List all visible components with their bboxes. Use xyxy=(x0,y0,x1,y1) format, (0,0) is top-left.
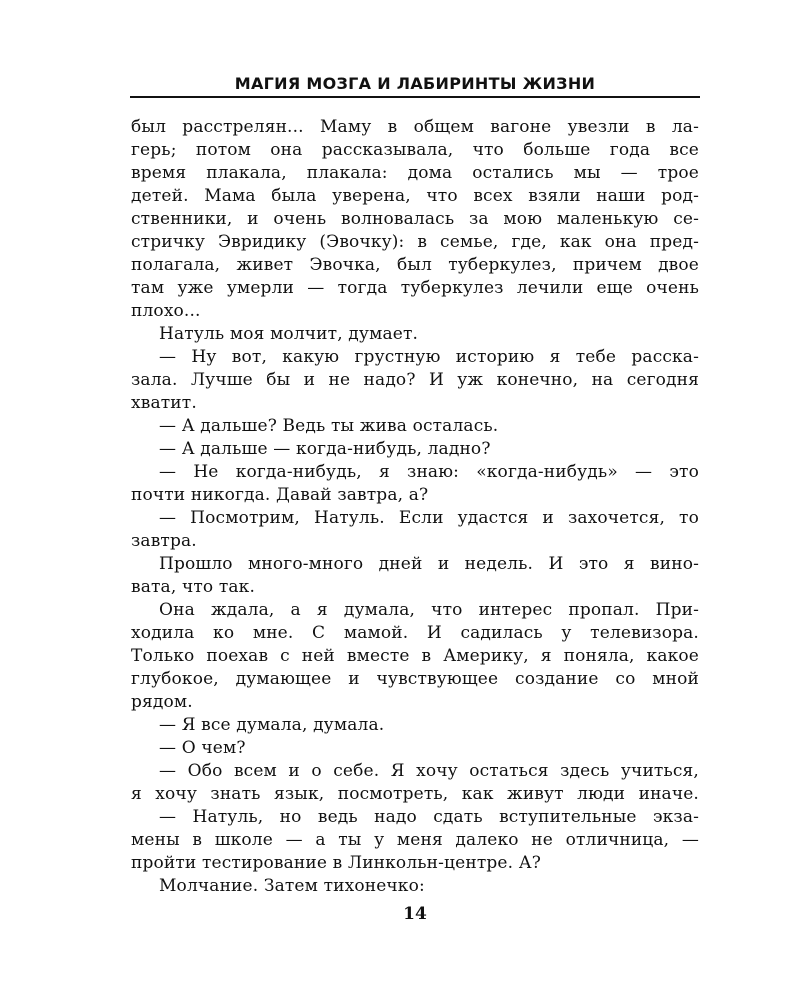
page-number: 14 xyxy=(403,904,427,924)
text-line: Она ждала, а я думала, что интерес пропал. При- xyxy=(159,600,699,620)
text-line: вата, что так. xyxy=(131,577,256,597)
text-line: мены в школе — а ты у меня далеко не отличница, — xyxy=(131,830,699,850)
text-line: — Ну вот, какую грустную историю я тебе расска- xyxy=(159,347,699,367)
text-line: время плакала, плакала: дома остались мы — трое xyxy=(131,163,699,183)
text-line: стричку Эвридику (Эвочку): в семье, где, как она пред- xyxy=(131,232,699,252)
running-head-title: МАГИЯ МОЗГА И ЛАБИРИНТЫ ЖИЗНИ xyxy=(234,74,596,93)
text-line: полагала, живет Эвочка, был туберкулез, причем двое xyxy=(131,255,699,275)
text-line: я хочу знать язык, посмотреть, как живут люди иначе. xyxy=(131,784,699,804)
text-line: хватит. xyxy=(131,393,197,413)
text-line: был расстрелян... Маму в общем вагоне увезли в ла- xyxy=(131,117,699,137)
text-line: — Натуль, но ведь надо сдать вступительные экза- xyxy=(159,807,699,827)
text-line: — Посмотрим, Натуль. Если удастся и захочется, то xyxy=(159,508,699,528)
text-line: Натуль моя молчит, думает. xyxy=(159,324,419,344)
text-line: — Не когда-нибудь, я знаю: «когда-нибудь» — это xyxy=(159,462,699,482)
text-line: пройти тестирование в Линкольн-центре. А? xyxy=(131,853,542,873)
text-line: плохо... xyxy=(131,301,201,321)
text-line: ственники, и очень волновалась за мою маленькую се- xyxy=(131,209,699,229)
text-line: — А дальше? Ведь ты жива осталась. xyxy=(159,416,499,436)
text-line: Молчание. Затем тихонечко: xyxy=(159,876,425,896)
text-line: Прошло много-много дней и недель. И это я вино- xyxy=(159,554,699,574)
text-line: — О чем? xyxy=(159,738,246,758)
text-line: — А дальше — когда-нибудь, ладно? xyxy=(159,439,491,459)
text-line: рядом. xyxy=(131,692,193,712)
text-line: завтра. xyxy=(131,531,197,551)
text-line: — Я все думала, думала. xyxy=(159,715,385,735)
text-line: детей. Мама была уверена, что всех взяли наши род- xyxy=(131,186,699,206)
text-line: там уже умерли — тогда туберкулез лечили еще очень xyxy=(131,278,699,298)
text-line: почти никогда. Давай завтра, а? xyxy=(131,485,429,505)
text-line: герь; потом она рассказывала, что больше года все xyxy=(131,140,699,160)
text-line: Только поехав с ней вместе в Америку, я поняла, какое xyxy=(131,646,699,666)
text-line: зала. Лучше бы и не надо? И уж конечно, на сегодня xyxy=(131,370,699,390)
body-text xyxy=(131,116,699,898)
header-rule xyxy=(130,96,700,98)
text-line: — Обо всем и о себе. Я хочу остаться здесь учиться, xyxy=(159,761,699,781)
text-line: глубокое, думающее и чувствующее создание со мной xyxy=(131,669,699,689)
text-line: ходила ко мне. С мамой. И садилась у телевизора. xyxy=(131,623,699,643)
